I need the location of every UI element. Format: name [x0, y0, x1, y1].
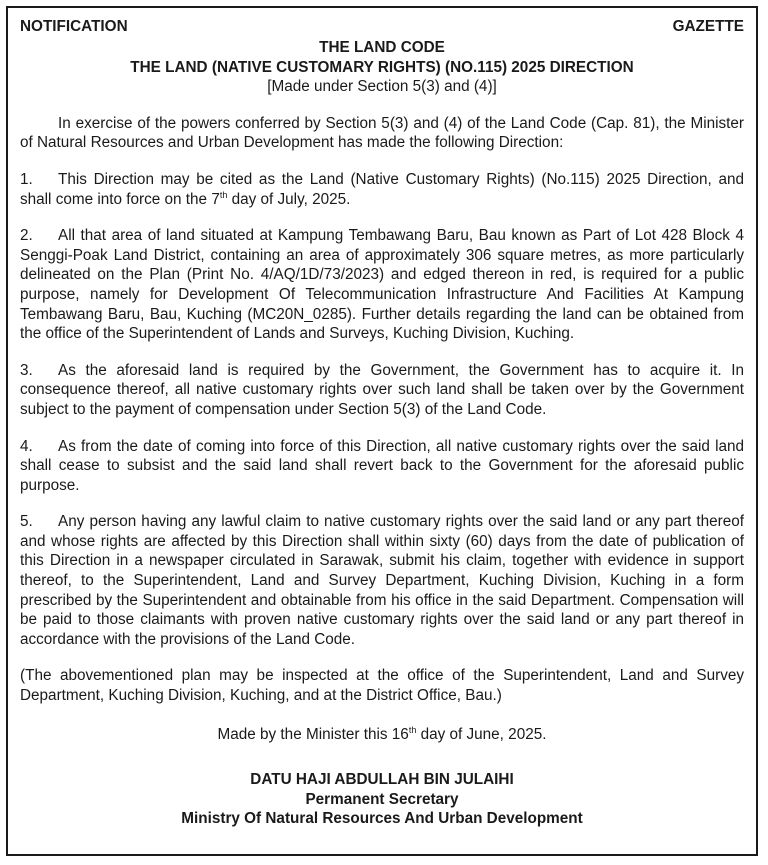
notice-header	[20, 17, 744, 37]
paragraph-2-number: 2.	[20, 227, 33, 245]
made-by-text-end: day of June, 2025.	[416, 725, 547, 743]
paragraph-2-text: All that area of land situated at Kampung Tembawang Baru, Bau known as Part of Lot 428 Block 4 Senggi-Poak Land District, containing an area of approximately 306 square metres, as more particularly delineated on the Plan (Print No. 4/AQ/1D/73/2023) and edged thereon in red, is required for a public purpose, namely for Development Of Telecommunication Infrastructure And Facilities At Kampung Tembawang Baru, Bau, Kuching (MC20N_0285). Further details regarding the land can be obtained from the office of the Superintendent of Lands and Surveys, Kuching Division, Kuching.	[20, 227, 744, 343]
made-by-text: Made by the Minister this 16	[217, 725, 409, 743]
signatory-name: DATU HAJI ABDULLAH BIN JULAIHI	[250, 771, 514, 789]
paragraph-3	[20, 361, 744, 420]
paragraph-2	[20, 226, 744, 344]
signatory-ministry: Ministry Of Natural Resources And Urban Development	[181, 810, 583, 828]
paragraph-3-number: 3.	[20, 361, 33, 379]
paragraph-5	[20, 512, 744, 649]
paragraph-1-text-end: day of July, 2025.	[227, 190, 351, 208]
preamble-paragraph: In exercise of the powers conferred by Section 5(3) and (4) of the Land Code (Cap. 81), the Minister of Natural Resources and Urban Development has made the following Direction:	[20, 114, 744, 152]
gazette-notice	[6, 6, 758, 856]
plan-inspection-note: (The abovementioned plan may be inspected at the office of the Superintendent, Land and Survey Department, Kuching Division, Kuching, and at the District Office, Bau.)	[20, 667, 744, 705]
title-land-code: THE LAND CODE	[319, 39, 445, 56]
paragraph-3-text: As the aforesaid land is required by the Government, the Government has to acquire it. In consequence thereof, all native customary rights over such land shall be taken over by the Government subject to the payment of compensation under Section 5(3) of the Land Code.	[20, 361, 744, 418]
title-made-under: [Made under Section 5(3) and (4)]	[267, 78, 497, 96]
paragraph-5-number: 5.	[20, 513, 33, 531]
paragraph-4-text: As from the date of coming into force of this Direction, all native customary rights over the said land shall cease to subsist and the said land shall revert back to the Government for the aforesaid public purpose.	[20, 437, 744, 494]
title-direction: THE LAND (NATIVE CUSTOMARY RIGHTS) (NO.115) 2025 DIRECTION	[130, 58, 634, 76]
paragraph-4	[20, 437, 744, 496]
gazette-label: GAZETTE	[672, 18, 744, 35]
notification-label: NOTIFICATION	[20, 18, 128, 35]
paragraph-4-number: 4.	[20, 437, 33, 455]
paragraph-1-text: This Direction may be cited as the Land (Native Customary Rights) (No.115) 2025 Direction, and shall come into force on the 7	[20, 170, 744, 208]
paragraph-1-number: 1.	[20, 170, 33, 188]
signature-block	[20, 770, 744, 829]
made-by-sup: th	[408, 724, 417, 735]
paragraph-1-sup: th	[219, 189, 228, 200]
paragraph-1	[20, 170, 744, 209]
paragraph-5-text: Any person having any lawful claim to native customary rights over the said land or any part thereof and whose rights are affected by this Direction shall within sixty (60) days from the date of publication of this Direction in a newspaper circulated in Sarawak, submit his claim, together with evidence in support thereof, to the Superintendent, Land and Survey Department, Kuching Division, Kuching in a form prescribed by the Superintendent and obtainable from his office in the said Department. Compensation will be paid to those claimants with proven native customary rights over the said land or any part thereof in accordance with the provisions of the Land Code.	[20, 513, 744, 648]
signatory-position: Permanent Secretary	[305, 790, 459, 808]
made-by-minister	[20, 725, 744, 745]
